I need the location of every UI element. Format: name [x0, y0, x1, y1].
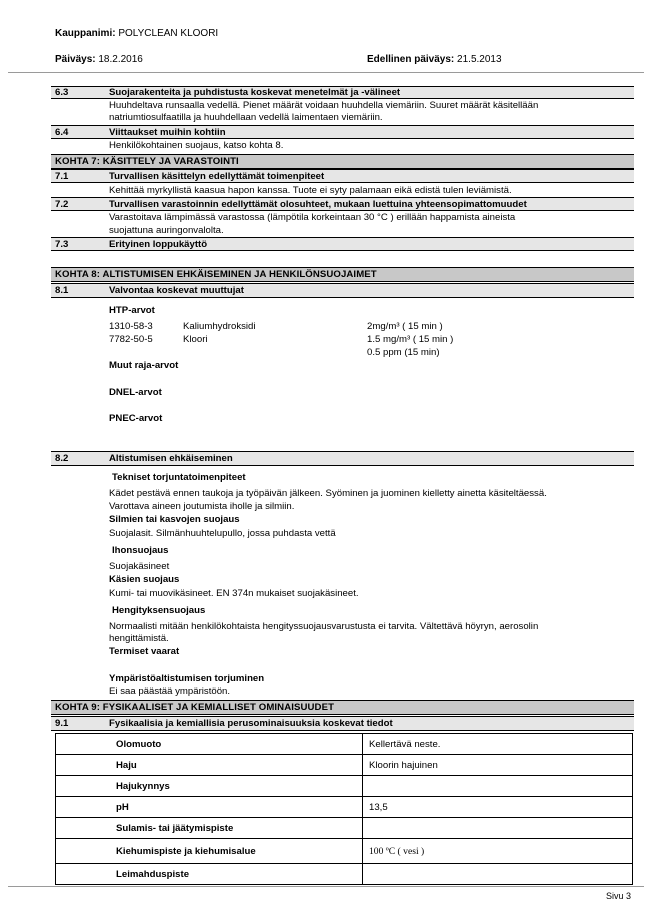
property-name: Haju — [56, 755, 363, 776]
property-name: Sulamis- tai jäätymispiste — [56, 818, 363, 839]
kohta-7-title: KOHTA 7: KÄSITTELY JA VARASTOINTI — [55, 156, 239, 167]
section-8-2-number: 8.2 — [55, 453, 69, 464]
property-value — [363, 776, 633, 797]
other-limits-heading: Muut raja-arvot — [109, 360, 179, 371]
section-6-3-text-line-1: Huuhdeltava runsaalla vedellä. Pienet määrät voidaan huuhdella viemäriin. Suuret määrät käsitellään — [109, 100, 539, 111]
table-row — [56, 755, 633, 776]
section-7-1-title: Turvallisen käsittelyn edellyttämät toimenpiteet — [109, 171, 325, 182]
htp-row-2-name: Kloori — [183, 334, 208, 345]
section-6-3-number: 6.3 — [55, 87, 69, 98]
htp-row-2-cas: 7782-50-5 — [109, 334, 153, 345]
property-value — [363, 818, 633, 839]
section-6-4-text: Henkilökohtainen suojaus, katso kohta 8. — [109, 140, 284, 151]
skin-protection-text: Suojakäsineet — [109, 561, 170, 572]
property-value: 13,5 — [363, 797, 633, 818]
property-name: Kiehumispiste ja kiehumisalue — [56, 839, 363, 864]
technical-measures-line-1: Kädet pestävä ennen taukoja ja työpäivän jälkeen. Syöminen ja juominen kielletty ainetta käsiteltäessä. — [109, 488, 547, 499]
hand-protection-heading: Käsien suojaus — [109, 574, 180, 585]
table-row — [56, 818, 633, 839]
htp-row-1-cas: 1310-58-3 — [109, 321, 153, 332]
environmental-exposure-text: Ei saa päästää ympäristöön. — [109, 686, 231, 697]
eye-protection-text: Suojalasit. Silmänhuuhtelupullo, jossa puhdasta vettä — [109, 528, 336, 539]
properties-table — [55, 733, 633, 885]
section-7-3-title: Erityinen loppukäyttö — [109, 239, 208, 250]
footer-divider — [8, 886, 644, 887]
section-8-1-title: Valvontaa koskevat muuttujat — [109, 285, 244, 296]
property-value: 100 ºC ( vesi ) — [363, 839, 633, 864]
respiratory-protection-heading: Hengityksensuojaus — [112, 605, 206, 616]
thermal-hazards-heading: Termiset vaarat — [109, 646, 180, 657]
htp-row-1-name: Kaliumhydroksidi — [183, 321, 256, 332]
table-row — [56, 797, 633, 818]
property-name: pH — [56, 797, 363, 818]
date-value: 18.2.2016 — [98, 54, 143, 65]
section-6-3-text-line-2: natriumtiosulfaatilla ja huuhdellaan vedellä laimentaen viemäriin. — [109, 112, 383, 123]
kohta-8-title: KOHTA 8: ALTISTUMISEN EHKÄISEMINEN JA HENKILÖNSUOJAIMET — [55, 269, 377, 280]
section-8-2-title: Altistumisen ehkäiseminen — [109, 453, 233, 464]
section-9-1-number: 9.1 — [55, 718, 69, 729]
property-name: Olomuoto — [56, 734, 363, 755]
section-6-4-number: 6.4 — [55, 127, 69, 138]
product-name-line — [55, 28, 218, 39]
htp-row-3-value: 0.5 ppm (15 min) — [367, 347, 440, 358]
table-row — [56, 776, 633, 797]
property-value — [363, 864, 633, 885]
section-7-2-text-line-2: suojattuna auringonvalolta. — [109, 225, 224, 236]
respiratory-protection-line-2: hengittämistä. — [109, 633, 169, 644]
pnec-heading: PNEC-arvot — [109, 413, 163, 424]
skin-protection-heading: Ihonsuojaus — [112, 545, 169, 556]
previous-date-line — [367, 54, 502, 65]
technical-measures-line-2: Varottava aineen joutumista iholle ja silmiin. — [109, 501, 295, 512]
section-7-2-text-line-1: Varastoitava lämpimässä varastossa (lämpötila korkeintaan 30 °C ) erillään happamista aineista — [109, 212, 516, 223]
section-9-1-title: Fysikaalisia ja kemiallisia perusominaisuuksia koskevat tiedot — [109, 718, 393, 729]
eye-protection-heading: Silmien tai kasvojen suojaus — [109, 514, 240, 525]
date-label: Päiväys: — [55, 54, 96, 65]
section-8-1-number: 8.1 — [55, 285, 69, 296]
header-divider — [8, 72, 644, 73]
environmental-exposure-heading: Ympäristöaltistumisen torjuminen — [109, 673, 265, 684]
product-name-value: POLYCLEAN KLOORI — [118, 28, 219, 39]
previous-date-value: 21.5.2013 — [457, 54, 502, 65]
section-7-1-number: 7.1 — [55, 171, 69, 182]
htp-row-1-value: 2mg/m³ ( 15 min ) — [367, 321, 443, 332]
property-name: Leimahduspiste — [56, 864, 363, 885]
previous-date-label: Edellinen päiväys: — [367, 54, 455, 65]
page-number: Sivu 3 — [606, 891, 632, 901]
property-value: Kellertävä neste. — [363, 734, 633, 755]
section-7-1-text: Kehittää myrkyllistä kaasua hapon kanssa. Tuote ei syty palamaan eikä edistä tulen leviämistä. — [109, 185, 512, 196]
property-name: Hajukynnys — [56, 776, 363, 797]
date-line — [55, 54, 143, 65]
section-6-3-title: Suojarakenteita ja puhdistusta koskevat menetelmät ja -välineet — [109, 87, 401, 98]
dnel-heading: DNEL-arvot — [109, 387, 162, 398]
property-value: Kloorin hajuinen — [363, 755, 633, 776]
kohta-9-title: KOHTA 9: FYSIKAALISET JA KEMIALLISET OMINAISUUDET — [55, 702, 335, 713]
table-row — [56, 734, 633, 755]
technical-measures-heading: Tekniset torjuntatoimenpiteet — [112, 472, 246, 483]
respiratory-protection-line-1: Normaalisti mitään henkilökohtaista hengityssuojausvarustusta ei tarvita. Vältettävä höyryn, aerosolin — [109, 621, 539, 632]
product-name-label: Kauppanimi: — [55, 28, 116, 39]
section-7-3-number: 7.3 — [55, 239, 69, 250]
section-6-4-title: Viittaukset muihin kohtiin — [109, 127, 226, 138]
section-7-2-number: 7.2 — [55, 199, 69, 210]
section-7-2-title: Turvallisen varastoinnin edellyttämät olosuhteet, mukaan luettuina yhteensopimattomuudet — [109, 199, 527, 210]
htp-row-2-value: 1.5 mg/m³ ( 15 min ) — [367, 334, 454, 345]
table-row — [56, 864, 633, 885]
hand-protection-text: Kumi- tai muovikäsineet. EN 374n mukaiset suojakäsineet. — [109, 588, 359, 599]
htp-values-heading: HTP-arvot — [109, 305, 155, 316]
table-row — [56, 839, 633, 864]
